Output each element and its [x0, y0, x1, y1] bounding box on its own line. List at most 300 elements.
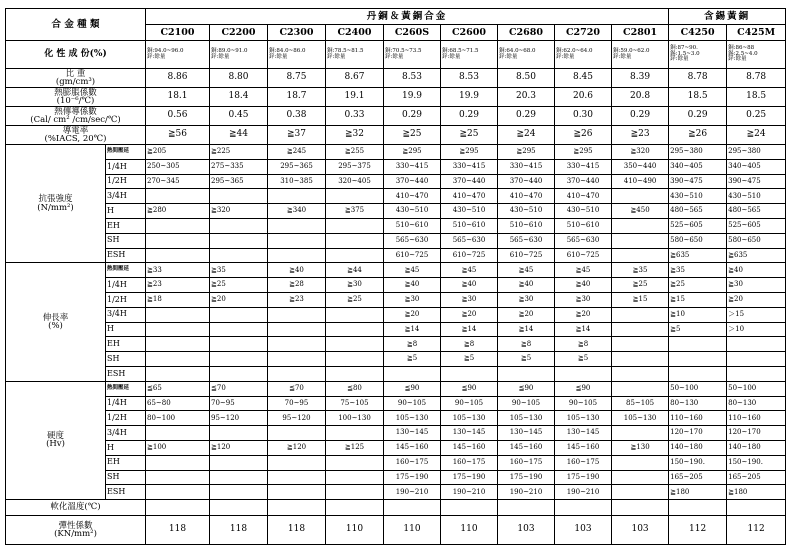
elongation-value — [612, 292, 669, 307]
modulus-value — [268, 516, 326, 545]
modulus-value — [669, 516, 727, 545]
value-text: ＞10 — [728, 324, 745, 333]
value-text: ≧40 — [404, 280, 420, 289]
value-text: ≧20 — [728, 295, 743, 304]
row-label: 化 性 成 份(%) — [44, 48, 107, 59]
temper-text: SH — [107, 353, 120, 363]
elongation-value — [146, 352, 210, 367]
tensile-strength-value — [612, 174, 669, 189]
composition-cell — [498, 41, 555, 69]
value-text: ≧120 — [211, 443, 231, 452]
hardness-value — [146, 470, 210, 485]
property-value-text: ≧32 — [345, 129, 364, 140]
composition-cell — [268, 41, 326, 69]
tensile-strength-value — [210, 218, 268, 233]
tensile-strength-value — [326, 204, 384, 219]
value-text: 295~380 — [728, 147, 761, 156]
value-text: 565~630 — [566, 236, 600, 244]
softening-value — [612, 500, 669, 516]
elongation-value — [146, 263, 210, 278]
elongation-value — [669, 292, 727, 307]
tensile-strength-value — [612, 145, 669, 160]
hardness-value — [210, 396, 268, 411]
value-text: 120~170 — [728, 428, 761, 437]
tensile-strength-value — [441, 145, 498, 160]
tensile-strength-label — [6, 145, 106, 263]
property-value — [268, 88, 326, 107]
value-text: 160~175 — [395, 457, 429, 466]
tensile-strength-value — [669, 145, 727, 160]
hardness-value — [146, 440, 210, 455]
hardness-row — [6, 470, 786, 485]
tensile-strength-value — [326, 233, 384, 248]
elongation-row — [6, 292, 786, 307]
property-value — [268, 126, 326, 145]
value-text: ≧5 — [670, 324, 681, 333]
composition-line: 錫:2.5~4.0 — [728, 50, 758, 57]
hardness-value — [727, 485, 786, 500]
value-text: ≧25 — [211, 280, 226, 289]
value-text: ≧15 — [670, 295, 685, 304]
hardness-value — [612, 396, 669, 411]
value-text: 90~105 — [511, 398, 541, 407]
composition-line: 錫:1.5~3.0 — [670, 50, 700, 57]
value-text: ≧295 — [459, 147, 479, 156]
value-text: 330~415 — [509, 162, 543, 171]
property-value-text: 0.45 — [228, 110, 249, 121]
value-text: ≧20 — [518, 309, 534, 318]
hardness-label-line: (Hv) — [46, 439, 65, 450]
temper-text: 3/4H — [107, 427, 127, 437]
tensile-strength-value — [498, 174, 555, 189]
hardness-value — [612, 426, 669, 441]
tensile-strength-row — [6, 174, 786, 189]
tensile-strength-value — [555, 159, 612, 174]
value-text: 50~100 — [670, 383, 699, 392]
tensile-strength-value — [555, 248, 612, 263]
value-text: 103 — [631, 524, 649, 535]
value-text: ≧45 — [404, 265, 420, 274]
tensile-strength-value — [669, 159, 727, 174]
tensile-strength-value — [384, 204, 441, 219]
property-value — [210, 69, 268, 88]
softening-value — [669, 500, 727, 516]
elongation-value — [669, 263, 727, 278]
elongation-value — [612, 278, 669, 293]
hardness-value — [268, 381, 326, 396]
value-text: 118 — [229, 524, 248, 535]
property-value-text: 8.45 — [572, 72, 594, 83]
hardness-value — [210, 411, 268, 426]
tensile-strength-value — [555, 174, 612, 189]
property-value — [612, 107, 669, 126]
hardness-row — [6, 381, 786, 396]
value-text: 410~470 — [566, 191, 600, 200]
tensile-strength-value — [669, 189, 727, 204]
property-value-text: 19.9 — [401, 91, 423, 102]
tensile-strength-row — [6, 248, 786, 263]
composition-line: 銅:94.0~96.0 — [147, 47, 184, 54]
elongation-value — [498, 322, 555, 337]
hardness-value — [441, 411, 498, 426]
hardness-value — [612, 440, 669, 455]
hardness-value — [669, 426, 727, 441]
tensile-strength-value — [441, 189, 498, 204]
tensile-strength-value — [612, 159, 669, 174]
modulus-value — [146, 516, 210, 545]
elongation-label-line: 伸長率 — [42, 312, 69, 323]
temper-text: 熱間壓延 — [107, 148, 130, 155]
value-text: 295~365 — [280, 162, 313, 171]
value-text: ≧130 — [630, 443, 650, 452]
value-text: 145~160 — [566, 443, 600, 452]
value-text: 370~440 — [395, 176, 429, 185]
composition-row — [6, 41, 786, 69]
value-text: 160~175 — [566, 457, 600, 466]
value-text: ≧30 — [461, 295, 477, 304]
hardness-value — [268, 411, 326, 426]
elongation-row — [6, 278, 786, 293]
alloy-header — [384, 25, 441, 41]
value-text: ≧245 — [286, 147, 307, 156]
temper-text: 1/4H — [107, 161, 127, 171]
value-text: 350~440 — [623, 162, 657, 171]
hardness-value — [555, 455, 612, 470]
composition-cell — [384, 41, 441, 69]
tensile-strength-value — [268, 174, 326, 189]
row-label: 軟化溫度(℃) — [50, 502, 101, 513]
group-header-label: 含錫黃銅 — [704, 10, 751, 22]
hardness-label — [6, 381, 106, 499]
hardness-value — [268, 470, 326, 485]
property-value-text: ≧26 — [688, 129, 708, 140]
group-header-label: 丹銅＆黃銅合金 — [366, 10, 448, 22]
property-value — [268, 107, 326, 126]
value-text: ≦70 — [289, 383, 304, 392]
property-label — [6, 107, 146, 126]
elongation-row — [6, 263, 786, 278]
property-value — [384, 107, 441, 126]
property-value-text: 18.4 — [228, 91, 249, 102]
elongation-value — [727, 307, 786, 322]
property-value-text: 8.67 — [344, 72, 365, 83]
tensile-strength-value — [441, 174, 498, 189]
value-text: ≧8 — [406, 339, 418, 348]
value-text: 410~470 — [452, 191, 486, 200]
value-text: ≦65 — [147, 383, 162, 392]
value-text: 150~190. — [728, 457, 763, 466]
value-text: 330~415 — [566, 162, 600, 171]
property-value — [326, 88, 384, 107]
value-text: 430~510 — [670, 191, 703, 200]
tensile-strength-value — [210, 174, 268, 189]
value-text: ≧40 — [289, 265, 304, 274]
tensile-strength-value — [326, 145, 384, 160]
property-value — [146, 126, 210, 145]
temper-label — [106, 189, 146, 204]
elongation-value — [555, 366, 612, 381]
tensile-strength-value — [326, 174, 384, 189]
value-text: 610~725 — [509, 250, 543, 259]
value-text: 320~405 — [338, 176, 371, 185]
elongation-value — [555, 322, 612, 337]
hardness-label-line: 硬度 — [46, 430, 64, 441]
tensile-strength-value — [727, 204, 786, 219]
elongation-value — [326, 352, 384, 367]
elongation-value — [326, 366, 384, 381]
property-value-text: ≧56 — [168, 129, 187, 140]
property-value-text: 0.29 — [401, 110, 423, 121]
alloy-header — [326, 25, 384, 41]
property-value — [210, 88, 268, 107]
property-value-text: ≧37 — [287, 129, 306, 140]
value-text: ≧25 — [347, 295, 362, 304]
tensile-strength-value — [268, 218, 326, 233]
composition-line: 銅:86~88 — [728, 44, 755, 51]
value-text: ≦80 — [347, 383, 362, 392]
property-value-text: 20.3 — [515, 91, 537, 102]
value-text: 565~630 — [395, 236, 429, 244]
tensile-strength-label-line: (N/mm²) — [37, 202, 74, 213]
value-text: 175~190 — [452, 472, 486, 481]
elongation-value — [612, 307, 669, 322]
tensile-strength-label-line: 抗張強度 — [38, 194, 73, 205]
value-text: 65~80 — [147, 398, 171, 407]
tensile-strength-value — [326, 248, 384, 263]
hardness-value — [612, 381, 669, 396]
property-value-text: 18.5 — [687, 91, 708, 102]
temper-text: H — [107, 324, 114, 334]
elongation-value — [268, 352, 326, 367]
value-text: 130~145 — [452, 428, 486, 437]
hardness-value — [612, 411, 669, 426]
alloy-name: C2400 — [337, 26, 372, 38]
composition-line: 鋅:餘量 — [499, 53, 518, 60]
value-text: 430~510 — [566, 206, 600, 215]
property-value-text: 8.75 — [286, 72, 307, 83]
tensile-strength-value — [727, 174, 786, 189]
temper-label — [106, 322, 146, 337]
value-text: ≦70 — [211, 383, 226, 392]
temper-label — [106, 145, 146, 160]
temper-label — [106, 233, 146, 248]
property-value — [146, 107, 210, 126]
hardness-value — [669, 455, 727, 470]
tensile-strength-value — [441, 233, 498, 248]
property-value-text: 0.56 — [167, 110, 188, 121]
tensile-strength-value — [727, 218, 786, 233]
property-value-text: 0.30 — [572, 110, 594, 121]
hardness-value — [441, 470, 498, 485]
value-text: ≧20 — [461, 309, 477, 318]
value-text: ≧15 — [632, 295, 648, 304]
elongation-value — [384, 337, 441, 352]
hardness-value — [555, 381, 612, 396]
value-text: ≧295 — [516, 147, 536, 156]
property-value — [384, 126, 441, 145]
elongation-row — [6, 337, 786, 352]
tensile-strength-row — [6, 145, 786, 160]
value-text: 390~475 — [728, 176, 761, 185]
property-value — [441, 69, 498, 88]
tensile-strength-value — [612, 248, 669, 263]
hardness-value — [326, 396, 384, 411]
tensile-strength-value — [268, 145, 326, 160]
property-value-text: 0.29 — [687, 110, 708, 121]
value-text: ＞15 — [728, 309, 745, 318]
value-text: ≧25 — [632, 280, 648, 289]
modulus-label-line: (KN/mm²) — [54, 529, 97, 540]
property-value — [210, 126, 268, 145]
hardness-value — [326, 411, 384, 426]
property-label-line: (Cal/ cm² /cm/sec/℃) — [30, 115, 121, 125]
hardness-value — [268, 396, 326, 411]
hardness-value — [555, 411, 612, 426]
value-text: 510~610 — [395, 221, 429, 230]
value-text: 90~105 — [454, 398, 484, 407]
tensile-strength-value — [498, 233, 555, 248]
tensile-strength-value — [146, 204, 210, 219]
temper-label — [106, 470, 146, 485]
value-text: ≧5 — [520, 354, 532, 363]
hardness-value — [384, 440, 441, 455]
elongation-value — [441, 366, 498, 381]
elongation-label-line: (%) — [48, 321, 63, 332]
value-text: 525~605 — [670, 221, 703, 230]
property-row — [6, 69, 786, 88]
elongation-value — [146, 292, 210, 307]
elongation-value — [727, 337, 786, 352]
temper-label — [106, 307, 146, 322]
composition-line: 鋅:餘量 — [442, 53, 461, 60]
value-text: 80~130 — [670, 398, 699, 407]
value-text: 110 — [403, 524, 421, 535]
tensile-strength-value — [441, 204, 498, 219]
composition-cell — [727, 41, 786, 69]
alloy-name: C2100 — [160, 26, 195, 38]
property-value-text: 0.29 — [515, 110, 537, 121]
hardness-value — [612, 455, 669, 470]
value-text: 105~130 — [623, 413, 657, 422]
property-value-text: ≧44 — [229, 129, 248, 140]
temper-label — [106, 366, 146, 381]
temper-text: EH — [107, 220, 120, 230]
hardness-value — [727, 440, 786, 455]
value-text: ≧635 — [670, 250, 690, 259]
hardness-value — [555, 426, 612, 441]
value-text: 80~100 — [147, 413, 176, 422]
softening-value — [384, 500, 441, 516]
hardness-value — [555, 396, 612, 411]
modulus-value — [727, 516, 786, 545]
tensile-strength-value — [669, 204, 727, 219]
tensile-strength-value — [441, 159, 498, 174]
temper-text: 熱間壓延 — [107, 384, 130, 391]
property-label — [6, 69, 146, 88]
composition-line: 銅:68.5~71.5 — [442, 47, 479, 54]
elongation-value — [326, 337, 384, 352]
property-label — [6, 88, 146, 107]
value-text: 480~565 — [728, 206, 761, 215]
composition-line: 鋅:餘量 — [269, 53, 288, 60]
alloy-header — [146, 25, 210, 41]
tensile-strength-value — [727, 189, 786, 204]
property-value — [326, 107, 384, 126]
value-text: ≧5 — [463, 354, 475, 363]
elongation-value — [268, 263, 326, 278]
softening-value — [326, 500, 384, 516]
value-text: 145~160 — [509, 443, 543, 452]
softening-value — [441, 500, 498, 516]
property-value — [669, 69, 727, 88]
value-text: ≧44 — [347, 265, 362, 274]
value-text: ≧255 — [344, 147, 365, 156]
value-text: 50~100 — [728, 383, 757, 392]
elongation-value — [210, 366, 268, 381]
value-text: 370~440 — [509, 176, 543, 185]
property-label-line: (gm/cm³) — [55, 77, 96, 87]
property-value-text: 8.53 — [401, 72, 423, 83]
temper-label — [106, 292, 146, 307]
value-text: ≧180 — [728, 487, 748, 496]
property-row — [6, 126, 786, 145]
value-text: 130~145 — [566, 428, 600, 437]
value-text: ≧20 — [575, 309, 591, 318]
composition-line: 鋅:餘量 — [670, 56, 689, 63]
value-text: ≧10 — [670, 309, 685, 318]
property-value — [727, 69, 786, 88]
property-value — [498, 107, 555, 126]
value-text: 105~130 — [509, 413, 543, 422]
value-text: ≧45 — [518, 265, 534, 274]
value-text: ≧14 — [461, 324, 477, 333]
value-text: 190~210 — [509, 487, 543, 496]
temper-text: H — [107, 205, 114, 215]
hardness-row — [6, 426, 786, 441]
property-value-text: ≧23 — [630, 129, 650, 140]
hardness-value — [268, 426, 326, 441]
softening-row — [6, 500, 786, 516]
property-value-text: ≧26 — [573, 129, 593, 140]
value-text: ≧20 — [211, 295, 226, 304]
value-text: ≦90 — [575, 383, 591, 392]
tensile-strength-value — [555, 189, 612, 204]
elongation-value — [384, 263, 441, 278]
composition-line: 銅:87~90. — [670, 44, 698, 51]
value-text: 165~205 — [728, 472, 761, 481]
tensile-strength-value — [384, 218, 441, 233]
property-value-text: 18.5 — [746, 91, 767, 102]
hardness-value — [146, 455, 210, 470]
value-text: 145~160 — [452, 443, 486, 452]
temper-text: 熱間壓延 — [107, 266, 130, 273]
value-text: 565~630 — [452, 236, 486, 244]
hardness-value — [384, 455, 441, 470]
hardness-value — [669, 411, 727, 426]
temper-label — [106, 159, 146, 174]
tensile-strength-value — [384, 248, 441, 263]
hardness-value — [669, 381, 727, 396]
elongation-value — [384, 352, 441, 367]
elongation-value — [498, 366, 555, 381]
value-text: ≦90 — [518, 383, 534, 392]
value-text: 510~610 — [452, 221, 486, 230]
modulus-value — [498, 516, 555, 545]
tensile-strength-row — [6, 233, 786, 248]
property-value — [612, 88, 669, 107]
elongation-value — [441, 352, 498, 367]
alloy-name: C2300 — [279, 26, 314, 38]
